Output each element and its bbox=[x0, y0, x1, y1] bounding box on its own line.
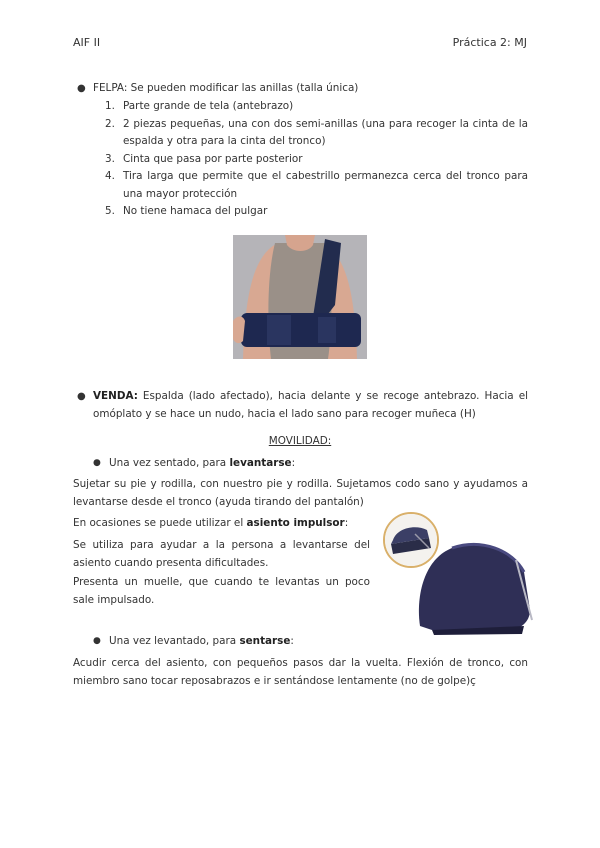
item-number: 4. bbox=[105, 170, 115, 182]
felpa-list bbox=[97, 98, 528, 221]
bullet-dot: ● bbox=[77, 391, 86, 402]
item-text: Tira larga que permite que el cabestrillo permanezca cerca del tronco para una mayor protección bbox=[123, 170, 528, 200]
paragraph-se-utiliza: Se utiliza para ayudar a la persona a levantarse del asiento cuando presenta dificultades. bbox=[73, 539, 370, 569]
sentado-bullet bbox=[93, 455, 295, 472]
felpa-bullet bbox=[73, 80, 528, 98]
header-left: AIF II bbox=[73, 36, 101, 49]
venda-text: Espalda (lado afectado), hacia delante y se recoge antebrazo. Hacia el omóplato y se hace un nudo, hacia el lado sano para recoger muñeca (H) bbox=[93, 390, 528, 420]
sentado-pre: Una vez sentado, para bbox=[109, 457, 230, 469]
asiento-pre: En ocasiones se puede utilizar el bbox=[73, 517, 247, 529]
paragraph-muelle: Presenta un muelle, que cuando te levantas un poco sale impulsado. bbox=[73, 576, 370, 606]
header-right: Práctica 2: MJ bbox=[452, 36, 527, 49]
sentado-bold: levantarse bbox=[229, 457, 292, 469]
levantado-bold: sentarse bbox=[239, 635, 291, 647]
list-item bbox=[97, 203, 528, 221]
item-text: No tiene hamaca del pulgar bbox=[123, 205, 268, 217]
sentado-post: : bbox=[291, 457, 296, 469]
item-text: 2 piezas pequeñas, una con dos semi-anillas (una para recoger la cinta de la espalda y otra para la cinta del tronco) bbox=[123, 117, 528, 147]
bullet-dot: ● bbox=[93, 458, 101, 468]
felpa-text: Se pueden modificar las anillas (talla única) bbox=[127, 82, 359, 94]
item-number: 1. bbox=[105, 100, 115, 112]
item-number: 5. bbox=[105, 205, 115, 217]
felpa-lead: FELPA: bbox=[93, 82, 128, 94]
item-text: Parte grande de tela (antebrazo) bbox=[123, 100, 294, 112]
asiento-bold: asiento impulsor bbox=[246, 517, 345, 529]
paragraph-sujetar: Sujetar su pie y rodilla, con nuestro pie y rodilla. Sujetamos codo sano y ayudamos a levantarse desde el tronco (ayuda tirando del pantalón) bbox=[73, 478, 528, 508]
levantado-bullet bbox=[93, 633, 294, 650]
asiento-post: : bbox=[344, 517, 349, 529]
levantado-pre: Una vez levantado, para bbox=[109, 635, 240, 647]
list-item bbox=[97, 116, 528, 151]
item-number: 3. bbox=[105, 152, 115, 165]
item-number: 2. bbox=[105, 117, 115, 130]
venda-lead: VENDA: bbox=[93, 390, 138, 402]
item-text: Cinta que pasa por parte posterior bbox=[123, 152, 303, 165]
bullet-dot: ● bbox=[93, 636, 101, 646]
list-item bbox=[97, 151, 528, 169]
arm-sling-photo bbox=[233, 235, 367, 359]
bullet-dot: ● bbox=[77, 83, 86, 94]
list-item bbox=[97, 168, 528, 203]
lift-cushion-photo bbox=[412, 530, 537, 635]
movilidad-heading: MOVILIDAD: bbox=[268, 435, 332, 447]
list-item bbox=[97, 98, 528, 116]
venda-bullet bbox=[73, 388, 528, 423]
paragraph-acudir: Acudir cerca del asiento, con pequeños pasos dar la vuelta. Flexión de tronco, con miembro sano tocar reposabrazos e ir sentándose lentamente (no de golpe)ç bbox=[73, 657, 528, 687]
levantado-post: : bbox=[290, 635, 294, 647]
